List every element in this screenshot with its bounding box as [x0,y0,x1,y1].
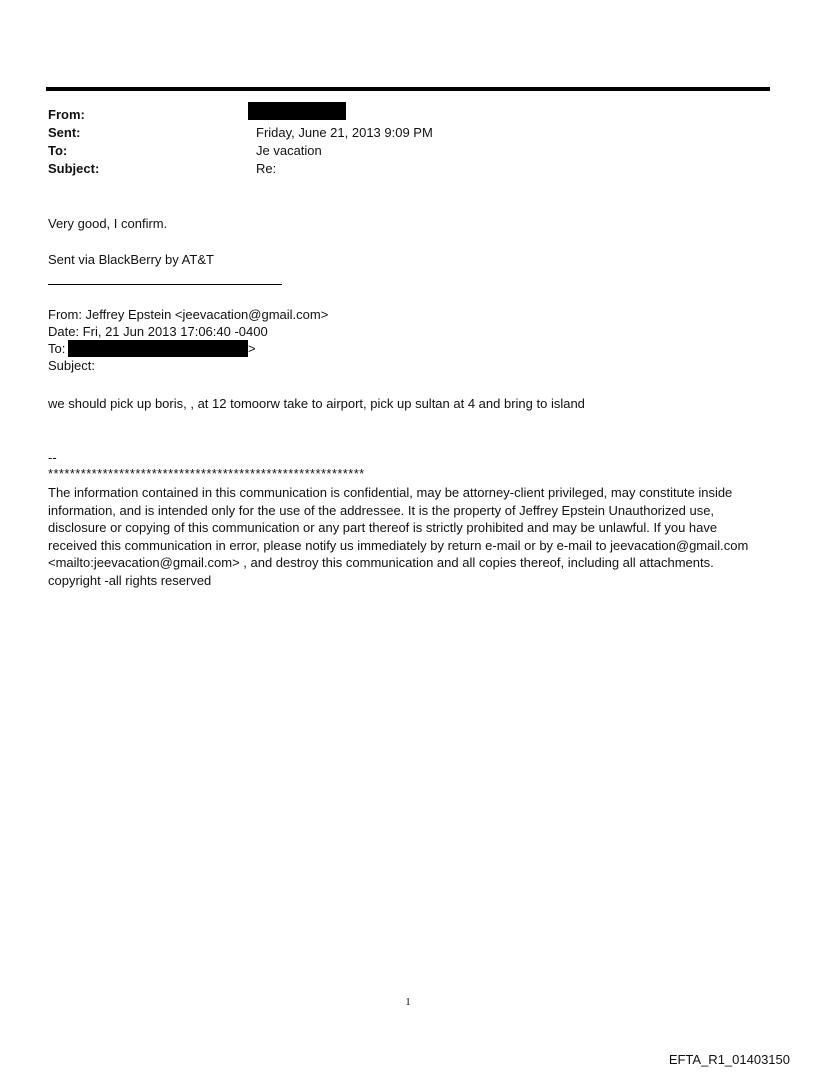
quoted-to-label: To: [48,341,66,356]
quoted-from: From: Jeffrey Epstein <jeevacation@gmail.com> [48,307,329,322]
separator-rule [48,284,282,285]
to-label: To: [48,143,68,158]
quoted-to-tail: > [248,341,256,356]
signature-dashes: -- [48,450,57,465]
disclaimer-text: The information contained in this communication is confidential, may be attorney-client privileged, may constitute inside information, and is intended only for the use of the addressee. It is the property of Jeffrey Epstein Unauthorized use, disclosure or copying of this communication or any part thereof is strictly prohibited and may be unlawful. If you have received this communication in error, please notify us immediately by return e-mail or by e-mail to jeevacation@gmail.com <mailto:jeevacation@gmail.com> , and destroy this communication and all copies thereof, including all attachments. copyright -all rights reserved [48,485,749,588]
subject-value: Re: [256,161,277,176]
sent-label: Sent: [48,125,81,140]
quoted-header [48,306,328,374]
signature-stars: ********************************************************** [48,466,365,481]
document-id: EFTA_R1_01403150 [668,1052,790,1067]
from-label: From: [48,107,85,122]
quoted-date: Date: Fri, 21 Jun 2013 17:06:40 -0400 [48,324,268,339]
top-rule [46,87,770,91]
sent-value: Friday, June 21, 2013 9:09 PM [256,125,433,140]
body-line-blackberry: Sent via BlackBerry by AT&T [48,252,214,267]
to-value: Je vacation [256,143,322,158]
quoted-subject: Subject: [48,358,95,373]
subject-label: Subject: [48,161,100,176]
redaction-from [248,102,346,120]
quoted-to-row [48,340,328,357]
page-number: 1 [405,996,411,1008]
redaction-to [68,340,248,357]
quoted-message: we should pick up boris, , at 12 tomoorw take to airport, pick up sultan at 4 and bring to island [48,396,585,411]
body-line-confirm: Very good, I confirm. [48,216,168,231]
